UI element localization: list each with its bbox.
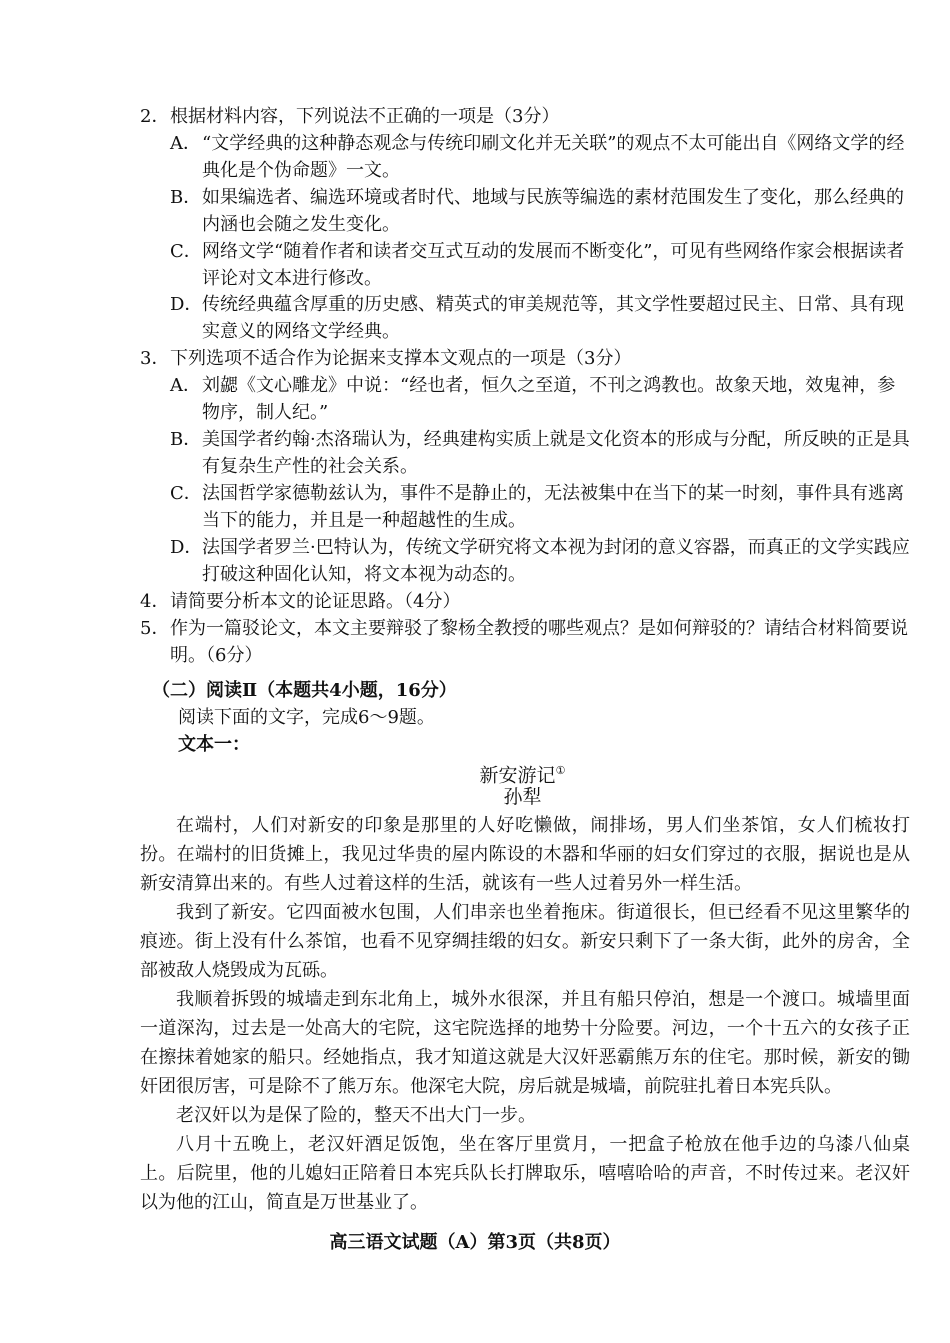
option-label: C．: [170, 241, 202, 262]
option-label: D．: [170, 537, 203, 558]
option-3a: [170, 372, 910, 426]
footnote-mark: ①: [555, 764, 566, 777]
option-2d: [170, 291, 910, 345]
article-paragraph-2: 我到了新安。它四面被水包围，人们串亲也坐着拖床。街道很长，但已经看不见这里繁华的痕迹。街上没有什么茶馆，也看不见穿绸挂缎的妇女。新安只剩下了一条大街，此外的房舍，全部被敌人烧毁成为瓦砾。: [140, 902, 910, 981]
option-text: 刘勰《文心雕龙》中说：“经也者，恒久之至道，不刊之鸿教也。故象天地，效鬼神，参物序，制人纪。”: [202, 375, 896, 423]
section-heading: （二）阅读Ⅱ（本题共4小题，16分）: [152, 680, 457, 701]
text-label: 文本一：: [178, 734, 250, 755]
question-number: 4．: [140, 591, 170, 612]
option-text: 法国哲学家德勒兹认为，事件不是静止的，无法被集中在当下的某一时刻，事件具有逃离当下的能力，并且是一种超越性的生成。: [202, 483, 904, 531]
option-text: “文学经典的这种静态观念与传统印刷文化并无关联”的观点不太可能出自《网络文学的经典化是个伪命题》一文。: [202, 133, 905, 181]
question-2: [140, 103, 559, 130]
article-title-text: 新安游记: [479, 764, 556, 787]
question-3: [140, 345, 631, 372]
option-2b: [170, 184, 910, 238]
question-stem: 作为一篇驳论文，本文主要辩驳了黎杨全教授的哪些观点？是如何辩驳的？请结合材料简要说明。（6分）: [170, 618, 908, 666]
option-label: D．: [170, 294, 203, 315]
question-number: 5．: [140, 618, 170, 639]
section-instruction: 阅读下面的文字，完成6～9题。: [178, 707, 435, 728]
question-stem: 下列选项不适合作为论据来支撑本文观点的一项是（3分）: [170, 348, 632, 369]
option-2c: [170, 238, 910, 292]
article-author: 孙犁: [503, 786, 542, 808]
page-footer: 高三语文试题（A）第3页（共8页）: [329, 1232, 621, 1253]
article-paragraph-5: 八月十五晚上，老汉奸酒足饭饱，坐在客厅里赏月，一把盒子枪放在他手边的乌漆八仙桌上。后院里，他的儿媳妇正陪着日本宪兵队长打牌取乐，嘻嘻哈哈的声音，不时传过来。老汉奸以为他的江山，简直是万世基业了。: [140, 1134, 910, 1213]
article-paragraph-1: 在端村，人们对新安的印象是那里的人好吃懒做，闹排场，男人们坐茶馆，女人们梳妆打扮。在端村的旧货摊上，我见过华贵的屋内陈设的木器和华丽的妇女们穿过的衣服，据说也是从新安清算出来的。有些人过着这样的生活，就该有一些人过着另外一样生活。: [140, 815, 910, 894]
option-text: 如果编选者、编选环境或者时代、地域与民族等编选的素材范围发生了变化，那么经典的内涵也会随之发生变化。: [202, 187, 904, 235]
option-2a: [170, 130, 910, 184]
option-label: B．: [170, 429, 202, 450]
option-text: 美国学者约翰·杰洛瑞认为，经典建构实质上就是文化资本的形成与分配，所反映的正是具有复杂生产性的社会关系。: [202, 429, 910, 477]
question-number: 3．: [140, 348, 170, 369]
option-text: 法国学者罗兰·巴特认为，传统文学研究将文本视为封闭的意义容器，而真正的文学实践应打破这种固化认知，将文本视为动态的。: [202, 537, 910, 585]
option-label: A．: [170, 133, 201, 154]
article-paragraph-4: 老汉奸以为是保了险的，整天不出大门一步。: [176, 1105, 536, 1126]
question-4: [140, 588, 460, 615]
option-label: C．: [170, 483, 202, 504]
question-5: [140, 615, 910, 669]
option-label: A．: [170, 375, 201, 396]
question-stem: 请简要分析本文的论证思路。（4分）: [170, 591, 461, 612]
option-3b: [170, 426, 910, 480]
question-number: 2．: [140, 106, 170, 127]
option-label: B．: [170, 187, 202, 208]
option-3d: [170, 534, 910, 588]
option-text: 传统经典蕴含厚重的历史感、精英式的审美规范等，其文学性要超过民主、日常、具有现实意义的网络文学经典。: [202, 294, 904, 342]
question-stem: 根据材料内容，下列说法不正确的一项是（3分）: [170, 106, 560, 127]
article-paragraph-3: 我顺着拆毁的城墙走到东北角上，城外水很深，并且有船只停泊，想是一个渡口。城墙里面一道深沟，过去是一处高大的宅院，这宅院选择的地势十分险要。河边，一个十五六的女孩子正在擦抹着她家的船只。经她指点，我才知道这就是大汉奸恶霸熊万东的住宅。那时候，新安的锄奸团很厉害，可是除不了熊万东。他深宅大院，房后就是城墙，前院驻扎着日本宪兵队。: [140, 989, 910, 1097]
option-3c: [170, 480, 910, 534]
option-text: 网络文学“随着作者和读者交互式互动的发展而不断变化”，可见有些网络作家会根据读者评论对文本进行修改。: [202, 241, 905, 289]
